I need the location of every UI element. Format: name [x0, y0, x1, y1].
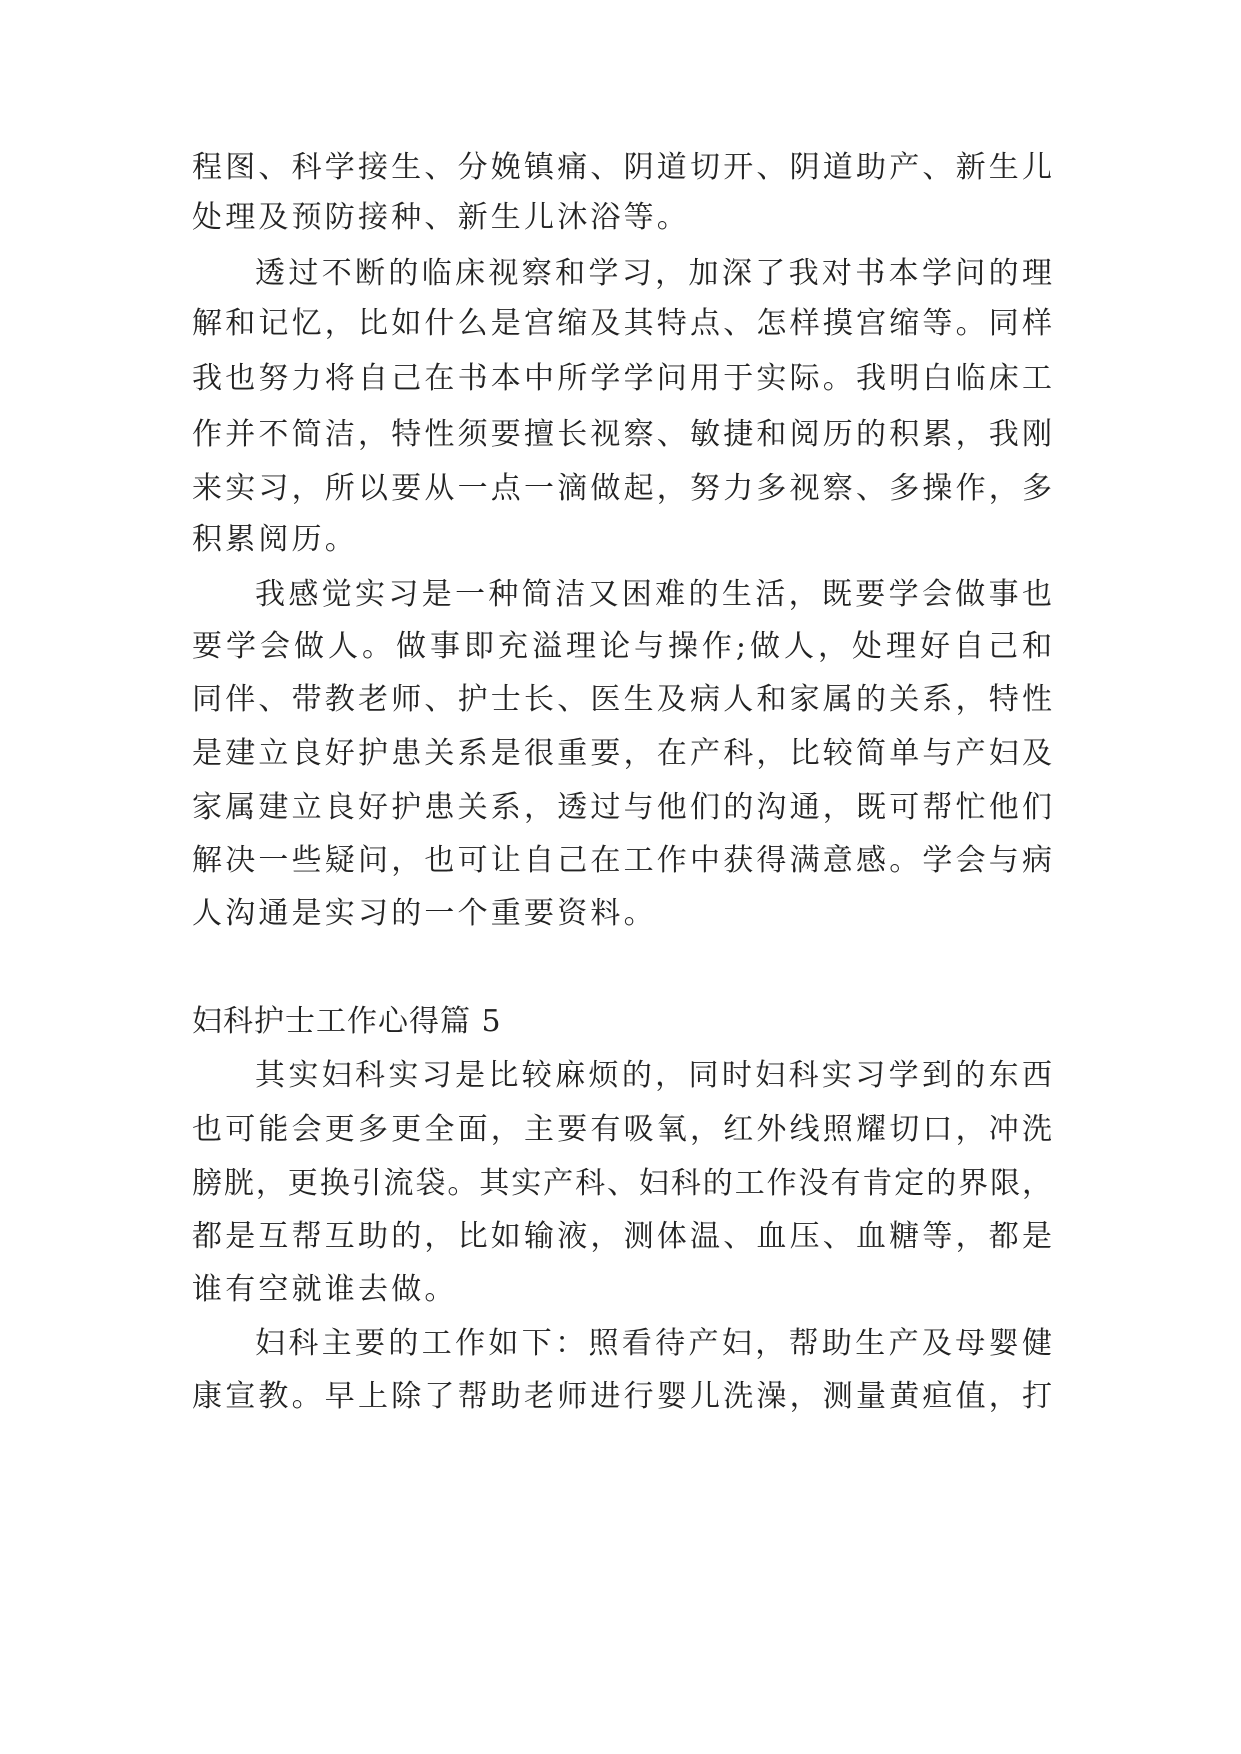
text-line: 我感觉实习是一种简洁又困难的生活，既要学会做事也 — [255, 577, 1052, 612]
text-line: 是建立良好护患关系是很重要，在产科，比较简单与产妇及 — [192, 736, 1052, 771]
text-line: 膀胱，更换引流袋。其实产科、妇科的工作没有肯定的界限， — [192, 1166, 1052, 1201]
text-line: 人沟通是实习的一个重要资料。 — [192, 896, 657, 931]
text-line: 解和记忆，比如什么是宫缩及其特点、怎样摸宫缩等。同样 — [192, 306, 1052, 341]
text-line: 家属建立良好护患关系，透过与他们的沟通，既可帮忙他们 — [192, 790, 1052, 825]
text-line: 作并不简洁，特性须要擅长视察、敏捷和阅历的积累，我刚 — [192, 417, 1052, 452]
text-line: 谁有空就谁去做。 — [192, 1272, 458, 1307]
text-line: 也可能会更多更全面，主要有吸氧，红外线照耀切口，冲洗 — [192, 1112, 1052, 1147]
text-line: 同伴、带教老师、护士长、医生及病人和家属的关系，特性 — [192, 682, 1052, 717]
text-line: 康宣教。早上除了帮助老师进行婴儿洗澡，测量黄疸值，打 — [192, 1379, 1052, 1414]
text-line: 要学会做人。做事即充溢理论与操作;做人，处理好自己和 — [192, 629, 1052, 664]
text-line: 其实妇科实习是比较麻烦的，同时妇科实习学到的东西 — [255, 1058, 1052, 1093]
text-line: 来实习，所以要从一点一滴做起，努力多视察、多操作，多 — [192, 471, 1052, 506]
text-line: 积累阅历。 — [192, 522, 358, 557]
section-heading: 妇科护士工作心得篇 5 — [192, 1004, 502, 1039]
text-line: 都是互帮互助的，比如输液，测体温、血压、血糖等，都是 — [192, 1219, 1052, 1254]
text-line: 解决一些疑问，也可让自己在工作中获得满意感。学会与病 — [192, 843, 1052, 878]
text-line: 透过不断的临床视察和学习，加深了我对书本学问的理 — [255, 256, 1052, 291]
text-line: 妇科主要的工作如下：照看待产妇，帮助生产及母婴健 — [255, 1326, 1052, 1361]
text-line: 处理及预防接种、新生儿沐浴等。 — [192, 200, 690, 235]
text-line: 程图、科学接生、分娩镇痛、阴道切开、阴道助产、新生儿 — [192, 150, 1052, 185]
text-line: 我也努力将自己在书本中所学学问用于实际。我明白临床工 — [192, 361, 1052, 396]
